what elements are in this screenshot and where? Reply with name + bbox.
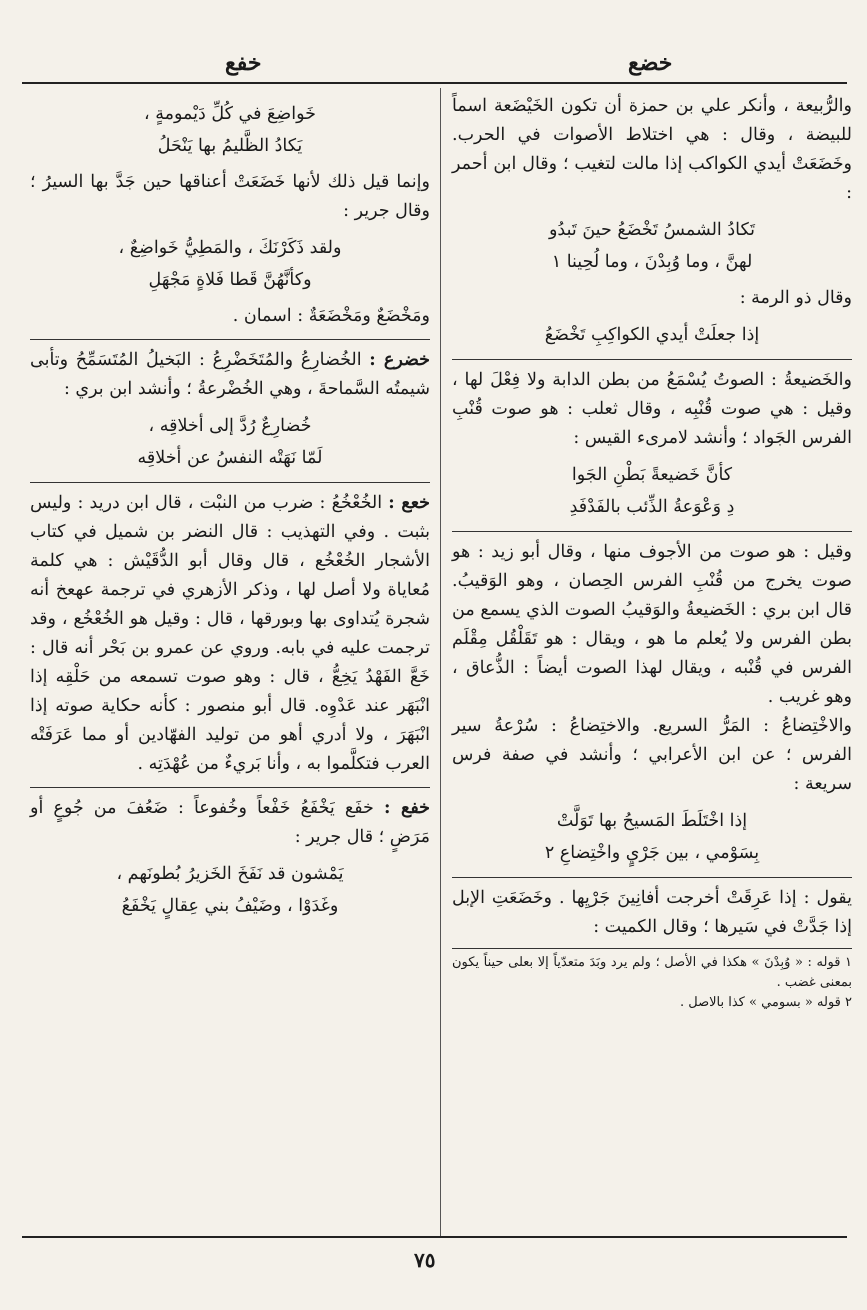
verse bbox=[30, 858, 430, 922]
top-rule bbox=[22, 82, 847, 84]
verse-line: خَواضِعَ في كُلِّ دَيْمومةٍ ، bbox=[144, 104, 316, 124]
verse bbox=[452, 319, 852, 351]
entry-khafa bbox=[30, 794, 430, 852]
verse-line: إذا جعلَتْ أيدي الكواكِبِ تَخْضَعُ bbox=[544, 325, 760, 345]
verse-line: إذا اخْتَلَطَ المَسيحُ بها تَوَلَّتْ bbox=[556, 811, 748, 831]
paragraph: وقيل : هو صوت من الأجوف منها ، وقال أبو زيد : هو صوت يخرج من قُنْبِ الفرس الحِصان ، وهو الوَقيبُ. قال ابن بري : الخَضيعةُ والوَقيبُ الصوت الذي يسمع من بطن الفرس ولا يُعلم ما هو ، ويقال : هو تَقَلْقُل مِقْلَم الفرس في قُنْبه ، ويقال لهذا الصوت أيضاً : الذُّعاق ، وهو غريب . bbox=[452, 542, 852, 707]
paragraph: والخَضيعةُ : الصوتُ يُسْمَعُ من بطن الدابة ولا فِعْلَ لها ، وقيل : هي صوت قُنْبِه ، وقال ثعلب : هو صوت قُنْبِ الفرس الجَواد ؛ وأنشد لامرىء القيس : bbox=[452, 370, 852, 448]
entry-separator bbox=[452, 531, 852, 532]
headword: خفع : bbox=[383, 798, 430, 818]
right-column bbox=[452, 92, 852, 1013]
verse bbox=[452, 214, 852, 278]
verse-line: ولقد ذَكَرْنَكَ ، والمَطِيُّ خَواضِعٌ ، bbox=[118, 238, 342, 258]
footnote: ٢ قوله « بسومي » كذا بالاصل . bbox=[679, 995, 852, 1010]
bottom-rule bbox=[22, 1236, 847, 1238]
verse bbox=[30, 232, 430, 296]
verse-line: يَمْشون قد نَفَخَ الخَزيرُ بُطونَهم ، bbox=[116, 864, 344, 884]
entry-khadra bbox=[30, 346, 430, 404]
entry-separator bbox=[30, 787, 430, 788]
paragraph: يقول : إذا عَرِقَتْ أخرجت أفانِينَ جَرْيِها . وخَضَعَتِ الإبل إذا جَدَّتْ في سَيرها ؛ وقال الكميت : bbox=[452, 888, 852, 937]
verse-line: كأنَّ خَضيعةً بَطْنِ الجَوا bbox=[571, 465, 733, 485]
column-divider bbox=[440, 88, 441, 1236]
headword: خضرع : bbox=[369, 350, 430, 370]
verse bbox=[452, 805, 852, 869]
entry-separator bbox=[452, 359, 852, 360]
header-right-word: خضع bbox=[628, 50, 673, 76]
paragraph: وإنما قيل ذلك لأنها خَضَعَتْ أعناقها حين جَدَّ بها السيرُ ؛ وقال جرير : bbox=[30, 172, 430, 221]
entry-text: خفَع يَخْفَعُ خَفْعاً وخُفوعاً : ضَعُفَ من جُوعٍ أو مَرَضٍ ؛ قال جرير : bbox=[30, 798, 430, 847]
verse-line: دِ وَعْوَعةُ الذِّئب بالفَدْفَدِ bbox=[569, 497, 735, 517]
footnote-rule bbox=[452, 948, 852, 949]
verse-line: خُضارِعٌ رُدَّ إلى أخلاقِه ، bbox=[148, 416, 312, 436]
paragraph: والاخْتِضاعُ : المَرُّ السريع. والاختِضاعُ : سُرْعةُ سير الفرس ؛ عن ابن الأعرابي ؛ وأنشد في صفة فرس سريعة : bbox=[452, 716, 852, 794]
verse-line: لهنَّ ، وما وُبِدْنَ ، وما لُحِينا ١ bbox=[551, 252, 753, 272]
headword: خعع : bbox=[388, 493, 430, 513]
verse bbox=[30, 98, 430, 162]
paragraph: وقال ذو الرمة : bbox=[739, 288, 852, 308]
entry-text: الخُضارِعُ والمُتَخَضْرِعُ : البَخيلُ المُتَسَمِّحُ وتأبى شيمتُه السَّماحةَ ، وهي الخُضْرعةُ ؛ وأنشد ابن بري : bbox=[30, 350, 430, 399]
verse bbox=[452, 459, 852, 523]
entry-khaa bbox=[30, 489, 430, 779]
verse-line: وكأنَّهُنَّ قَطا فَلاةٍ مَجْهَلِ bbox=[148, 270, 312, 290]
paragraph: ومَخْضَعٌ ومَخْضَعَةٌ : اسمان . bbox=[232, 306, 430, 326]
page-number: ٧٥ bbox=[414, 1248, 436, 1272]
header-left-word: خفع bbox=[225, 50, 262, 76]
entry-separator bbox=[30, 482, 430, 483]
verse-line: لَمّا نَهَتْه النفسُ عن أخلاقِه bbox=[137, 448, 323, 468]
paragraph: والرُّبيعة ، وأنكر علي بن حمزة أن تكون الخَيْضَعة اسماً للبيضة ، وقال : هي اختلاط الأصوات في الحرب. وخَضَعَتْ أيدي الكواكب إذا مالت لتغيب ؛ وقال ابن أحمر : bbox=[452, 96, 852, 203]
entry-separator bbox=[30, 339, 430, 340]
verse-line: وغَدَوْا ، وضَيْفُ بني عِقالٍ يَخْفَعُ bbox=[121, 896, 339, 916]
entry-text: الخُعْخُعُ : ضرب من النبْت ، قال ابن دريد : وليس بثبت . وفي التهذيب : قال النضر بن شميل في كتاب الأشجار الخُعْخُع ، قال وقال أبو الدُّقَيْش : هي كلمة مُعاياة ولا أصل لها ، وذكر الأزهري في ترجمة عهعخ أنه شجرة يُتداوى بها وبورقها ، قال : وقيل هو الخُعْخُع ، وقد ترجمت عليه في بابه. وروي عن عمرو بن بَحْر أنه قال : خَعَّ الفَهْدُ يَخِعُّ ، قال : وهو صوت تسمعه من حَلْقِه إذا انْبَهَر عند عَدْوِه. قال أبو منصور : كأنه حكاية صوته إذا انْبَهَرَ ، ولا أدري أهو من توليد الفهّادين أو مما عَرَفَتْه العرب فتكلَّموا به ، وأنا بَريءٌ من عُهْدَتِه . bbox=[30, 493, 430, 774]
left-column bbox=[30, 92, 430, 928]
verse-line: يَكادُ الظَّليمُ بها يَنْحَلُ bbox=[157, 136, 303, 156]
verse-line: بِسَوْمي ، بين جَرْيٍ واخْتِضاعِ ٢ bbox=[544, 843, 760, 863]
entry-separator bbox=[452, 877, 852, 878]
verse bbox=[30, 410, 430, 474]
footnote: ١ قوله : « وُبِدْنَ » هكذا في الأصل ؛ ولم يرد وبَدَ متعدّياً إلا بعلى حيناً يكون بمعنى غضب . bbox=[452, 955, 852, 990]
verse-line: تَكادُ الشمسُ تَخْضَعُ حينَ تَبدُو bbox=[548, 220, 755, 240]
